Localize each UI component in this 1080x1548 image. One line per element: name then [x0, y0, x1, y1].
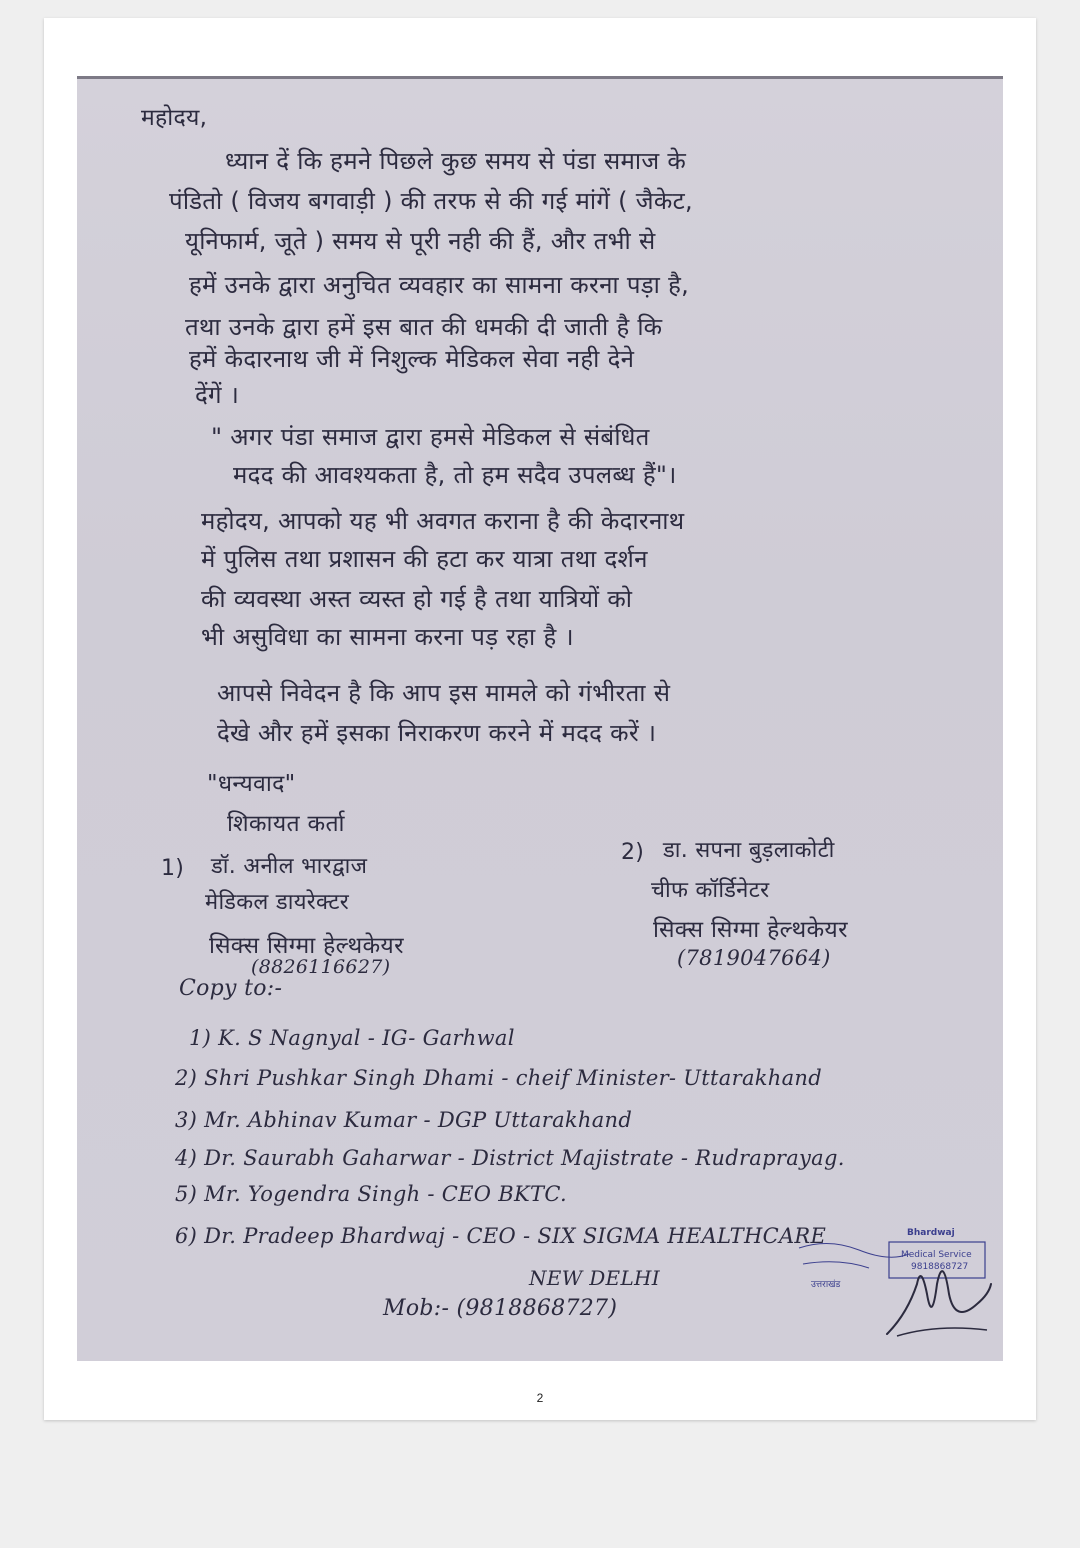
scanned-letter: [77, 76, 1003, 1361]
signatory-role: चीफ कॉर्डिनेटर: [651, 878, 770, 903]
copy-to-item: 1) K. S Nagnyal - IG- Garhwal: [189, 1026, 515, 1050]
copy-to-item: 5) Mr. Yogendra Singh - CEO BKTC.: [175, 1182, 567, 1206]
signatory-role: मेडिकल डायरेक्टर: [205, 890, 350, 915]
copy-to-item: 6) Dr. Pradeep Bhardwaj - CEO - SIX SIGMA HEALTHCARE: [175, 1224, 827, 1248]
stamp-text: Medical Service: [901, 1250, 972, 1260]
stamp-text: 9818868727: [911, 1262, 969, 1272]
stamp-text: उत्तराखंड: [811, 1280, 841, 1290]
letter-line: में पुलिस तथा प्रशासन की हटा कर यात्रा तथा दर्शन: [201, 545, 648, 573]
signatory-org: सिक्स सिग्मा हेल्थकेयर: [209, 933, 404, 959]
page-number: 2: [536, 1391, 544, 1405]
stamp-text: Bhardwaj: [907, 1228, 955, 1238]
signatory-phone: (7819047664): [677, 946, 831, 970]
signatory-org: सिक्स सिग्मा हेल्थकेयर: [653, 917, 848, 943]
letter-line: देंगें ।: [195, 381, 240, 409]
copy-to-city: NEW DELHI: [529, 1266, 660, 1290]
letter-line: यूनिफार्म, जूते ) समय से पूरी नही की हैं, और तभी से: [185, 227, 656, 255]
letter-line: तथा उनके द्वारा हमें इस बात की धमकी दी जाती है कि: [185, 313, 663, 341]
letter-line: महोदय, आपको यह भी अवगत कराना है की केदारनाथ: [201, 507, 685, 535]
letter-thanks: "धन्यवाद": [207, 771, 296, 797]
letter-line: हमें केदारनाथ जी में निशुल्क मेडिकल सेवा नही देने: [189, 345, 635, 373]
letter-complainant-label: शिकायत कर्ता: [227, 811, 345, 837]
signatory-name: डा. सपना बुड़लाकोटी: [663, 838, 835, 863]
copy-to-item: 4) Dr. Saurabh Gaharwar - District Majistrate - Rudraprayag.: [175, 1146, 845, 1170]
handwritten-signature: [877, 1254, 997, 1344]
letter-quote-line: मदद की आवश्यकता है, तो हम सदैव उपलब्ध हैं"।: [233, 461, 677, 489]
signatory-phone: (8826116627): [251, 956, 391, 978]
copy-to-heading: Copy to:-: [179, 976, 283, 1001]
letter-line: देखे और हमें इसका निराकरण करने में मदद करें ।: [217, 719, 657, 747]
letter-line: आपसे निवेदन है कि आप इस मामले को गंभीरता से: [217, 679, 671, 707]
letter-quote-line: " अगर पंडा समाज द्वारा हमसे मेडिकल से संबंधित: [211, 423, 650, 451]
signatory-number: 1): [161, 856, 185, 881]
scan-edge: [77, 76, 1003, 79]
copy-to-item: 2) Shri Pushkar Singh Dhami - cheif Minister- Uttarakhand: [175, 1066, 822, 1090]
letter-line: भी असुविधा का सामना करना पड़ रहा है ।: [201, 623, 574, 651]
letter-line: की व्यवस्था अस्त व्यस्त हो गई है तथा यात्रियों को: [201, 585, 633, 613]
copy-to-item: 3) Mr. Abhinav Kumar - DGP Uttarakhand: [175, 1108, 633, 1132]
copy-to-mobile: Mob:- (9818868727): [383, 1296, 618, 1321]
signatory-number: 2): [621, 840, 645, 865]
letter-line: हमें उनके द्वारा अनुचित व्यवहार का सामना करना पड़ा है,: [189, 271, 690, 299]
letter-line: ध्यान दें कि हमने पिछले कुछ समय से पंडा समाज के: [225, 147, 687, 175]
signatory-name: डॉ. अनील भारद्वाज: [211, 854, 368, 879]
letter-line: पंडितो ( विजय बगवाड़ी ) की तरफ से की गई मांगें ( जैकेट,: [169, 187, 693, 215]
letter-salutation: महोदय,: [141, 105, 208, 131]
